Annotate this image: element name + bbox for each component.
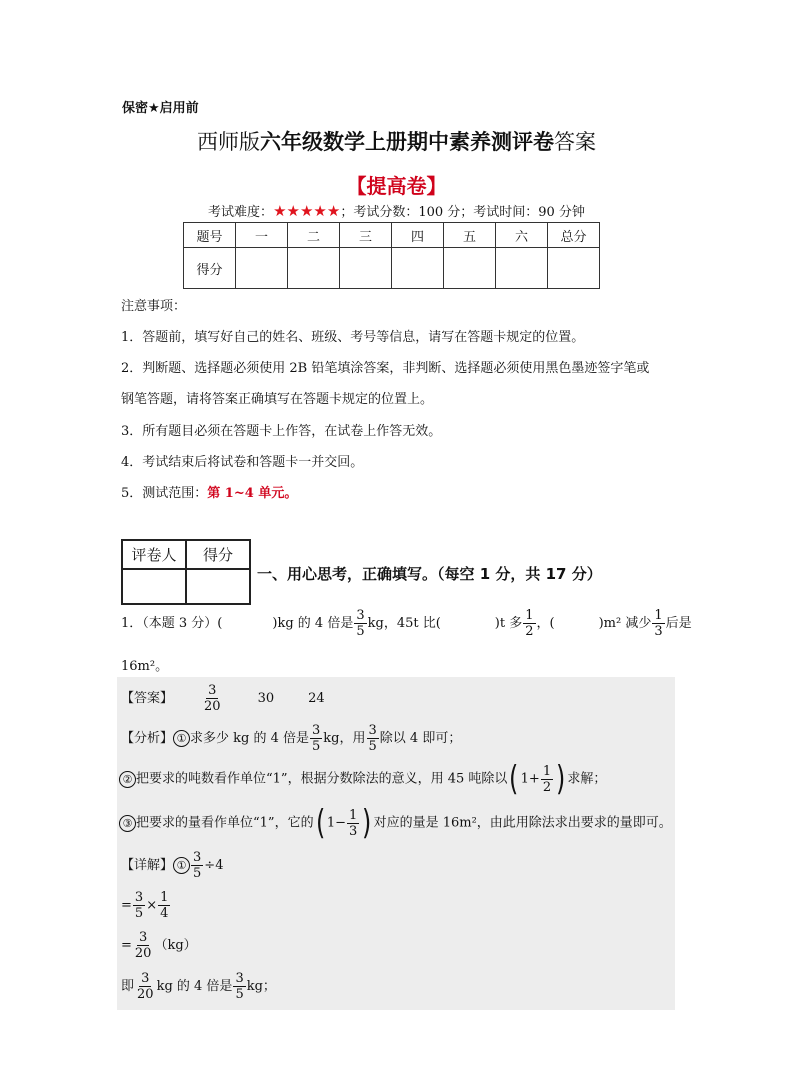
fraction-denominator: 5: [193, 866, 202, 881]
score-header-cell: 一: [236, 223, 288, 248]
score-cell[interactable]: [236, 248, 288, 289]
circled-two: ②: [119, 771, 136, 788]
fraction: [191, 850, 203, 881]
detail-line-3: [121, 930, 197, 961]
fraction-numerator: 3: [235, 971, 244, 986]
fraction-denominator: 20: [137, 987, 154, 1002]
right-paren: ): [556, 759, 566, 799]
fraction-denominator: 20: [204, 699, 221, 714]
left-paren: (: [509, 759, 519, 799]
score-cell[interactable]: [392, 248, 444, 289]
score-header-cell: 总分: [548, 223, 600, 248]
score-cell[interactable]: [288, 248, 340, 289]
fraction-numerator: 3: [139, 930, 148, 945]
score-cell[interactable]: [444, 248, 496, 289]
note-item: 1．答题前，填写好自己的姓名、班级、考号等信息，请写在答题卡规定的位置。: [121, 330, 585, 345]
fraction-numerator: 3: [356, 608, 365, 623]
confidential-label: 保密★启用前: [122, 101, 199, 116]
detail-op: ÷4: [204, 858, 224, 873]
fraction-denominator: 5: [368, 739, 377, 754]
fraction: [133, 890, 145, 921]
scope-range: 第 1~4 单元: [207, 486, 285, 501]
circled-one: ①: [173, 857, 190, 874]
q1-text: )kg 的 4 倍是: [272, 616, 354, 631]
fraction-numerator: 1: [654, 608, 663, 623]
grader-table: [121, 539, 251, 605]
fraction-numerator: 1: [525, 608, 534, 623]
score-header-cell: 四: [392, 223, 444, 248]
fraction: [523, 608, 535, 639]
analysis-text: 把要求的吨数看作单位“1”，根据分数除法的意义，用 45 吨除以: [136, 771, 508, 787]
fraction-numerator: 3: [208, 683, 217, 698]
q1-text: ，(: [536, 616, 555, 631]
detail-eq: =: [121, 898, 132, 913]
question-1: [121, 608, 692, 639]
answer-label: 【答案】: [121, 691, 174, 706]
analysis-text: 把要求的量看作单位“1”，它的: [136, 815, 314, 831]
page-title: [0, 126, 793, 156]
fraction-numerator: 3: [368, 723, 377, 738]
analysis-label: 【分析】: [121, 731, 174, 746]
analysis-line-1: [121, 723, 461, 754]
fraction-denominator: 5: [134, 906, 144, 921]
section-title: 一、用心思考，正确填写。（每空 1 分，共 17 分）: [257, 565, 602, 583]
fraction-denominator: 3: [349, 823, 358, 839]
fraction: [347, 808, 359, 839]
fraction-denominator: 5: [235, 987, 244, 1002]
detail-text: 即: [121, 979, 135, 994]
fraction-denominator: 2: [525, 624, 534, 639]
circled-three: ③: [119, 815, 136, 832]
fraction-denominator: 4: [160, 906, 169, 921]
difficulty-label: 考试难度：: [208, 205, 274, 220]
score-header-cell: 六: [496, 223, 548, 248]
fraction: [158, 890, 170, 921]
fraction-denominator: 20: [134, 946, 152, 961]
fraction-denominator: 2: [542, 779, 552, 795]
grader-score-header: 得分: [186, 540, 250, 569]
note-item: 3．所有题目必须在答题卡上作答，在试卷上作答无效。: [121, 424, 442, 439]
detail-line-4: [121, 971, 276, 1002]
analysis-text: 求解；: [567, 771, 607, 787]
q1-text: 1．（本题 3 分）(: [121, 616, 223, 631]
detail-label: 【详解】: [121, 858, 174, 873]
score-header-cell: 五: [444, 223, 496, 248]
analysis-text: 求多少 kg 的 4 倍是: [190, 731, 310, 746]
fraction-numerator: 1: [542, 763, 552, 779]
grader-score-cell[interactable]: [186, 569, 250, 604]
title-main: 六年级数学上册期中素养测评卷: [260, 130, 554, 154]
fraction: [367, 723, 379, 754]
fraction: [133, 930, 154, 961]
note-item-scope: [121, 485, 297, 503]
left-paren: (: [315, 803, 325, 843]
title-suffix: 答案: [554, 130, 596, 154]
fraction: [135, 971, 156, 1002]
fraction-numerator: 3: [141, 971, 150, 986]
score-table: [183, 222, 600, 289]
score-cell[interactable]: [340, 248, 392, 289]
score-header-cell: 二: [288, 223, 340, 248]
detail-line-2: [121, 890, 171, 921]
score-header-cell: 三: [340, 223, 392, 248]
detail-unit: （kg）: [154, 938, 197, 953]
detail-line-1: [121, 850, 223, 881]
score-time-info: ；考试分数：100 分；考试时间：90 分钟: [340, 205, 585, 220]
page-subtitle: 【提高卷】: [346, 174, 447, 198]
fraction-denominator: 5: [356, 624, 365, 639]
fraction-numerator: 3: [193, 850, 202, 865]
fraction-numerator: 3: [134, 890, 144, 905]
scope-label: 5．测试范围：: [121, 486, 208, 501]
analysis-text: 对应的量是 16m²，由此用除法求出要求的量即可。: [373, 815, 672, 831]
note-item: 4．考试结束后将试卷和答题卡一并交回。: [121, 455, 364, 470]
score-cell[interactable]: [496, 248, 548, 289]
q1-text: 后是: [665, 616, 692, 631]
detail-eq: =: [121, 938, 132, 953]
q1-text: )m² 减少: [598, 616, 652, 631]
notes-title: 注意事项：: [121, 299, 187, 314]
fraction-numerator: 3: [312, 723, 321, 738]
paren-expr: 1+: [520, 771, 540, 787]
fraction: [354, 608, 366, 639]
q1-text: )t 多: [494, 616, 523, 631]
analysis-line-2: [119, 759, 607, 799]
paren-expr: 1−: [326, 815, 347, 831]
detail-text: kg 的 4 倍是: [156, 979, 233, 994]
note-item: 钢笔答题，请将答案正确填写在答题卡规定的位置上。: [121, 392, 434, 407]
analysis-text: kg，用: [323, 731, 366, 746]
fraction-numerator: 1: [160, 890, 169, 905]
circled-one: ①: [173, 730, 190, 747]
fraction: [233, 971, 245, 1002]
note-item: 2．判断题、选择题必须使用 2B 铅笔填涂答案，非判断、选择题必须使用黑色墨迹签字笔或: [121, 361, 650, 376]
fraction: [310, 723, 322, 754]
q1-line2: 16m²。: [121, 659, 169, 674]
score-label-cell: 得分: [184, 248, 236, 289]
answer-value: 30: [257, 691, 275, 706]
grader-cell[interactable]: [122, 569, 186, 604]
analysis-text: 除以 4 即可；: [379, 731, 462, 746]
answer-row: [121, 683, 325, 714]
right-paren: ): [362, 803, 372, 843]
title-prefix: 西师版: [197, 130, 260, 154]
grader-header: 评卷人: [122, 540, 186, 569]
score-header-cell: 题号: [184, 223, 236, 248]
fraction: [652, 608, 664, 639]
q1-text: kg，45t 比(: [367, 616, 441, 631]
fraction-numerator: 1: [349, 807, 358, 823]
difficulty-stars: ★★★★★: [273, 202, 341, 220]
analysis-line-3: [119, 803, 672, 843]
score-cell[interactable]: [548, 248, 600, 289]
answer-value: 24: [308, 691, 325, 706]
answer-fraction: [202, 683, 223, 714]
detail-op: ×: [146, 898, 158, 913]
scope-end: 。: [284, 486, 298, 501]
fraction-denominator: 3: [654, 624, 663, 639]
fraction-denominator: 5: [312, 739, 321, 754]
detail-text: kg；: [246, 979, 276, 994]
exam-info: [0, 201, 793, 220]
fraction: [541, 764, 553, 795]
